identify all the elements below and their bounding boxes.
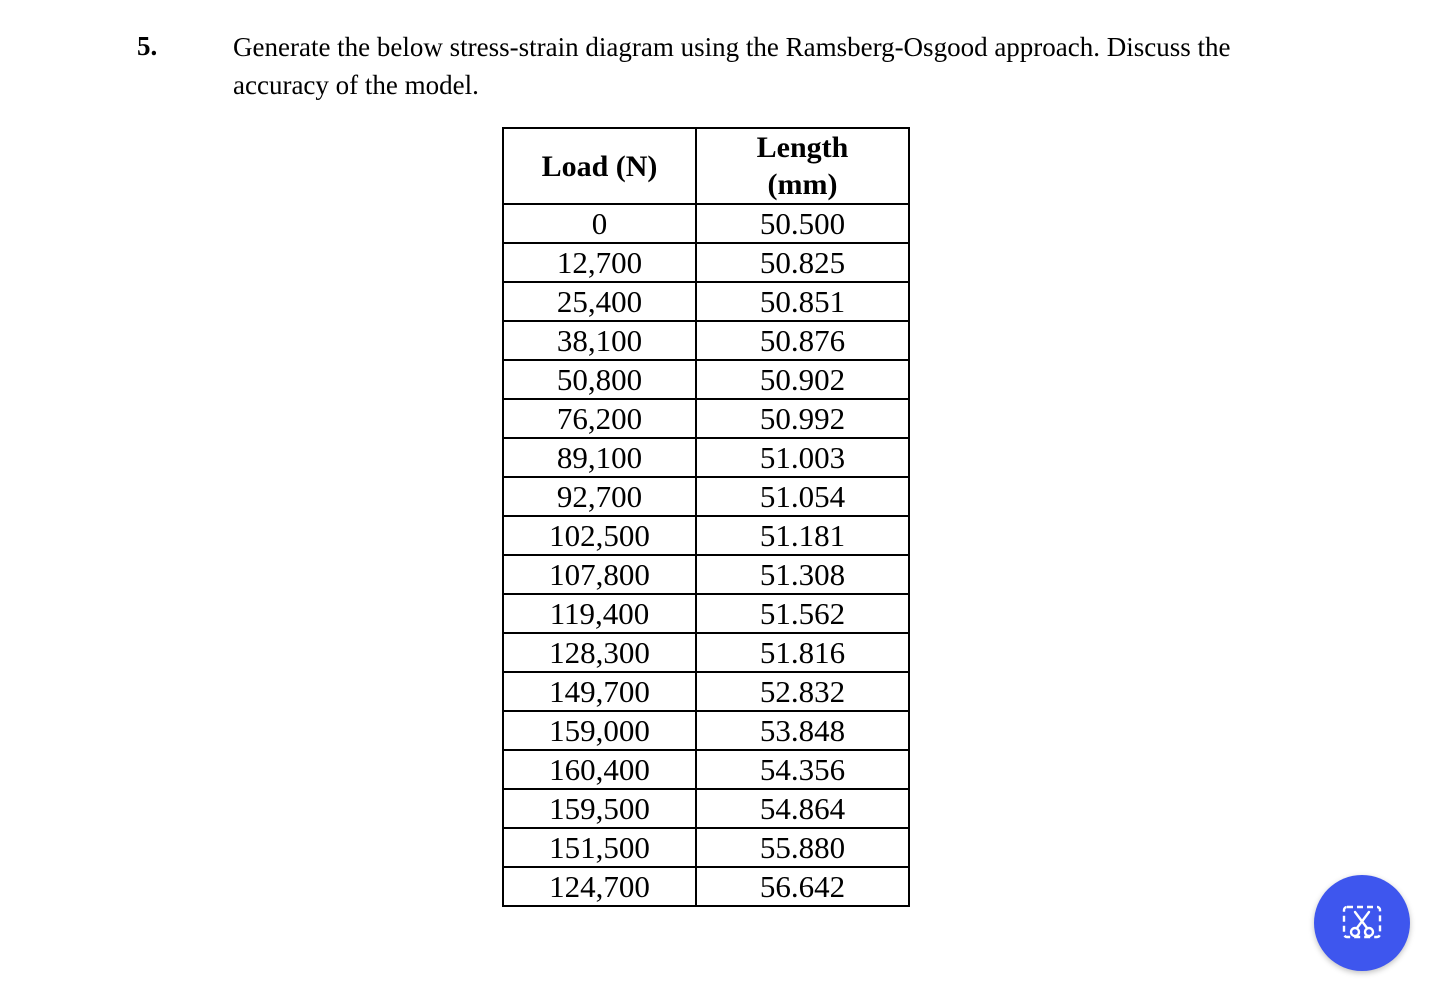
table-row — [503, 867, 909, 906]
length-header-line-1: Length — [756, 131, 849, 164]
length-cell: 51.308 — [696, 555, 909, 594]
load-cell: 50,800 — [503, 360, 696, 399]
length-cell: 50.902 — [696, 360, 909, 399]
length-cell: 51.054 — [696, 477, 909, 516]
table-row — [503, 633, 909, 672]
length-header-line-2: (mm) — [767, 168, 838, 201]
length-cell: 53.848 — [696, 711, 909, 750]
load-cell: 160,400 — [503, 750, 696, 789]
load-cell: 102,500 — [503, 516, 696, 555]
length-cell: 50.851 — [696, 282, 909, 321]
load-cell: 76,200 — [503, 399, 696, 438]
table-row — [503, 243, 909, 282]
load-cell: 107,800 — [503, 555, 696, 594]
table-row — [503, 516, 909, 555]
load-cell: 92,700 — [503, 477, 696, 516]
length-cell: 51.003 — [696, 438, 909, 477]
length-column-header — [696, 128, 909, 204]
length-cell: 51.816 — [696, 633, 909, 672]
load-cell: 0 — [503, 204, 696, 243]
load-length-table — [502, 127, 910, 907]
screenshot-tool-button[interactable] — [1314, 875, 1410, 971]
length-cell: 50.876 — [696, 321, 909, 360]
load-cell: 159,000 — [503, 711, 696, 750]
load-cell: 12,700 — [503, 243, 696, 282]
length-cell: 50.992 — [696, 399, 909, 438]
length-cell: 54.356 — [696, 750, 909, 789]
load-column-header: Load (N) — [503, 128, 696, 204]
load-cell: 89,100 — [503, 438, 696, 477]
load-cell: 159,500 — [503, 789, 696, 828]
table-header-row — [503, 128, 909, 204]
table-row — [503, 594, 909, 633]
table-row — [503, 438, 909, 477]
length-cell: 51.181 — [696, 516, 909, 555]
length-cell: 50.825 — [696, 243, 909, 282]
table-row — [503, 360, 909, 399]
load-cell: 151,500 — [503, 828, 696, 867]
load-cell: 25,400 — [503, 282, 696, 321]
load-cell: 38,100 — [503, 321, 696, 360]
question-text — [233, 28, 1373, 104]
table-row — [503, 789, 909, 828]
length-cell: 54.864 — [696, 789, 909, 828]
table-row — [503, 750, 909, 789]
table-row — [503, 672, 909, 711]
table-row — [503, 321, 909, 360]
table-row — [503, 399, 909, 438]
question-text-line-2: accuracy of the model. — [233, 70, 479, 100]
table-row — [503, 477, 909, 516]
table-row — [503, 204, 909, 243]
load-cell: 124,700 — [503, 867, 696, 906]
table-row — [503, 282, 909, 321]
table-row — [503, 555, 909, 594]
table-row — [503, 711, 909, 750]
load-cell: 119,400 — [503, 594, 696, 633]
length-cell: 51.562 — [696, 594, 909, 633]
question-text-line-1: Generate the below stress-strain diagram using the Ramsberg-Osgood approach. Discuss the — [233, 32, 1231, 62]
table-row — [503, 828, 909, 867]
length-cell: 56.642 — [696, 867, 909, 906]
table-body — [503, 204, 909, 906]
load-cell: 128,300 — [503, 633, 696, 672]
length-cell: 52.832 — [696, 672, 909, 711]
length-cell: 50.500 — [696, 204, 909, 243]
load-cell: 149,700 — [503, 672, 696, 711]
question-number: 5. — [137, 31, 158, 61]
length-cell: 55.880 — [696, 828, 909, 867]
screenshot-scissors-icon — [1339, 900, 1385, 946]
